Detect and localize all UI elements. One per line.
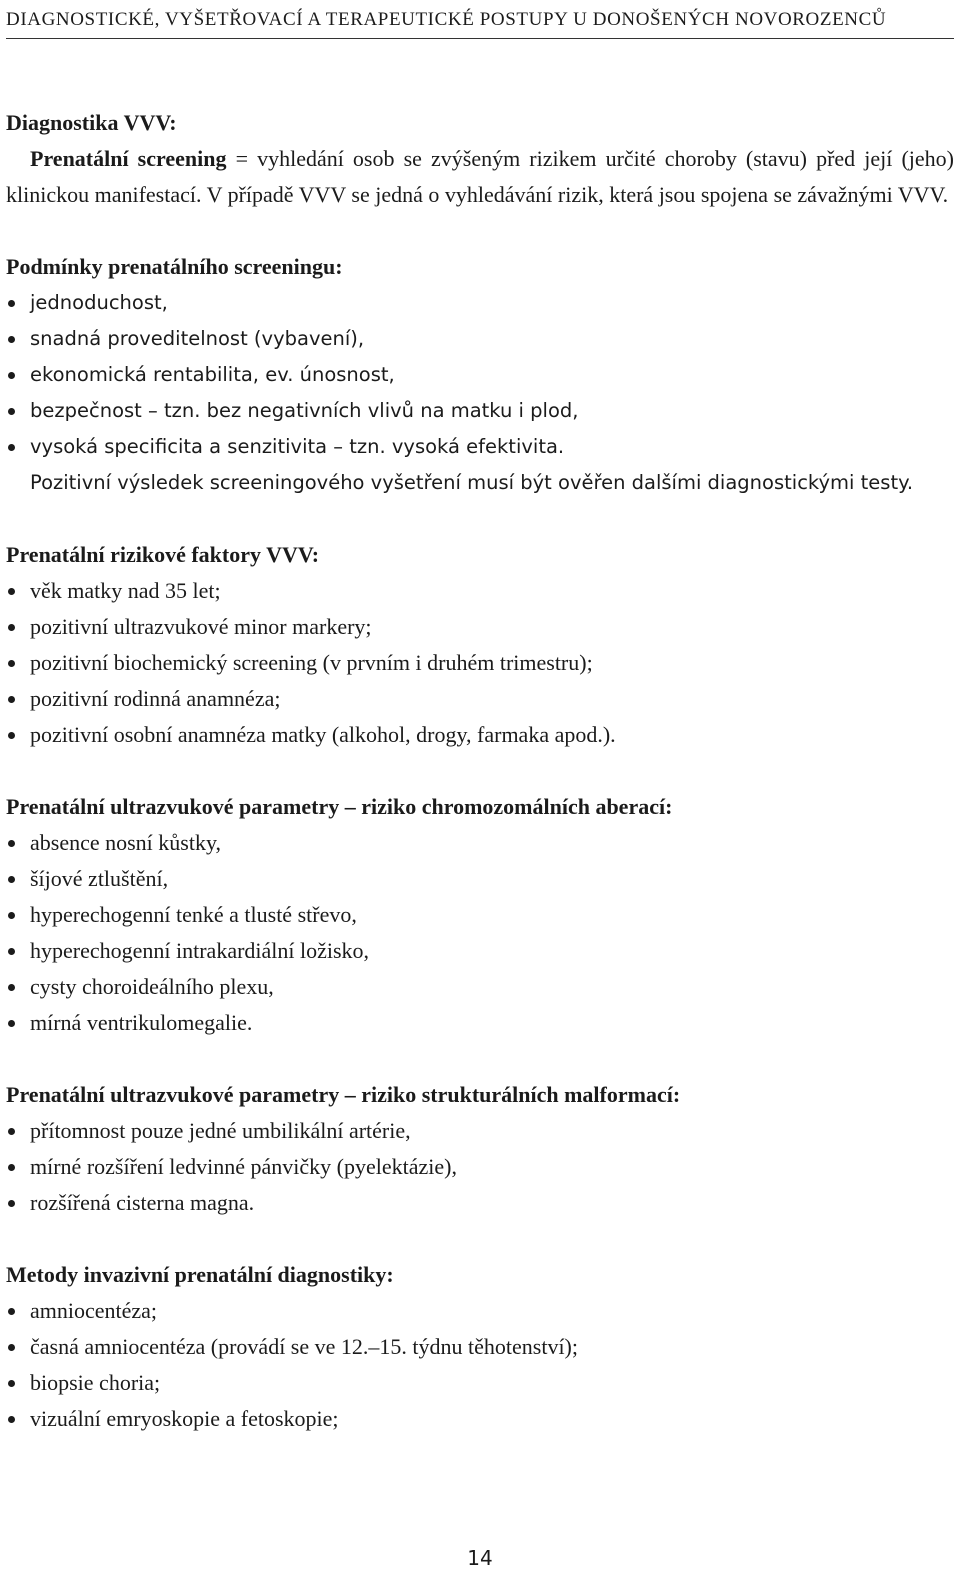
bullet-icon	[8, 696, 15, 703]
list-item: pozitivní biochemický screening (v prvním i druhém trimestru);	[6, 645, 954, 681]
structural-markers-list	[6, 1113, 954, 1221]
bullet-icon	[8, 588, 15, 595]
screening-definition-paragraph	[6, 141, 954, 213]
list-item: bezpečnost – tzn. bez negativních vlivů na matku i plod,	[6, 393, 954, 429]
list-item: přítomnost pouze jedné umbilikální artérie,	[6, 1113, 954, 1149]
bullet-icon	[8, 660, 15, 667]
bullet-icon	[8, 984, 15, 991]
list-item: hyperechogenní intrakardiální ložisko,	[6, 933, 954, 969]
bullet-icon	[8, 1416, 15, 1423]
list-item: pozitivní rodinná anamnéza;	[6, 681, 954, 717]
list-item: ekonomická rentabilita, ev. únosnost,	[6, 357, 954, 393]
list-item: věk matky nad 35 let;	[6, 573, 954, 609]
chromosomal-markers-list	[6, 825, 954, 1041]
bullet-icon	[8, 912, 15, 919]
section-us-structural	[6, 1077, 954, 1221]
bullet-icon	[8, 300, 15, 307]
list-item: amniocentéza;	[6, 1293, 954, 1329]
list-item: cysty choroideálního plexu,	[6, 969, 954, 1005]
bullet-icon	[8, 732, 15, 739]
list-item: časná amniocentéza (provádí se ve 12.–15. týdnu těhotenství);	[6, 1329, 954, 1365]
bullet-icon	[8, 1164, 15, 1171]
list-item: mírná ventrikulomegalie.	[6, 1005, 954, 1041]
bullet-icon	[8, 1128, 15, 1135]
section-heading: Prenatální ultrazvukové parametry – riziko strukturálních malformací:	[6, 1082, 681, 1107]
list-item: mírné rozšíření ledvinné pánvičky (pyelektázie),	[6, 1149, 954, 1185]
list-item: snadná proveditelnost (vybavení),	[6, 321, 954, 357]
section-screening-conditions	[6, 249, 954, 501]
bullet-icon	[8, 336, 15, 343]
section-invasive-methods	[6, 1257, 954, 1437]
list-item: rozšířená cisterna magna.	[6, 1185, 954, 1221]
screening-note-paragraph: Pozitivní výsledek screeningového vyšetření musí být ověřen dalšími diagnostickými testy.	[30, 471, 914, 494]
list-item: pozitivní osobní anamnéza matky (alkohol, drogy, farmaka apod.).	[6, 717, 954, 753]
running-header	[6, 4, 954, 39]
section-heading: Metody invazivní prenatální diagnostiky:	[6, 1262, 394, 1287]
bullet-icon	[8, 1308, 15, 1315]
invasive-methods-list	[6, 1293, 954, 1437]
list-item: jednoduchost,	[6, 285, 954, 321]
list-item: vysoká specificita a senzitivita – tzn. vysoká efektivita.	[6, 429, 954, 465]
bullet-icon	[8, 408, 15, 415]
running-header-title: DIAGNOSTICKÉ, VYŠETŘOVACÍ A TERAPEUTICKÉ POSTUPY U DONOŠENÝCH NOVOROZENCŮ	[6, 9, 887, 30]
list-item: vizuální emryoskopie a fetoskopie;	[6, 1401, 954, 1437]
screening-definition: = vyhledání osob se zvýšeným rizikem určité choroby (stavu) před její (jeho) klinickou manifestací. V případě VVV se jedná o vyhledávání rizik, která jsou spojena se závažnými VVV.	[6, 146, 954, 207]
page-number: 14	[467, 1546, 493, 1570]
section-heading: Podmínky prenatálního screeningu:	[6, 254, 343, 279]
bullet-icon	[8, 624, 15, 631]
list-item: biopsie choria;	[6, 1365, 954, 1401]
risk-factors-list	[6, 573, 954, 753]
page-content	[6, 105, 954, 1437]
bullet-icon	[8, 1020, 15, 1027]
screening-term: Prenatální screening	[30, 146, 227, 171]
section-heading: Diagnostika VVV:	[6, 110, 177, 135]
list-item: pozitivní ultrazvukové minor markery;	[6, 609, 954, 645]
section-diagnostics	[6, 105, 954, 213]
list-item: absence nosní kůstky,	[6, 825, 954, 861]
section-heading: Prenatální ultrazvukové parametry – riziko chromozomálních aberací:	[6, 794, 673, 819]
bullet-icon	[8, 876, 15, 883]
list-item: šíjové ztluštění,	[6, 861, 954, 897]
section-risk-factors	[6, 537, 954, 753]
conditions-list	[6, 285, 954, 465]
bullet-icon	[8, 444, 15, 451]
section-heading: Prenatální rizikové faktory VVV:	[6, 542, 320, 567]
bullet-icon	[8, 1200, 15, 1207]
bullet-icon	[8, 1344, 15, 1351]
bullet-icon	[8, 372, 15, 379]
bullet-icon	[8, 948, 15, 955]
list-item: hyperechogenní tenké a tlusté střevo,	[6, 897, 954, 933]
bullet-icon	[8, 1380, 15, 1387]
bullet-icon	[8, 840, 15, 847]
section-us-chromosomal	[6, 789, 954, 1041]
